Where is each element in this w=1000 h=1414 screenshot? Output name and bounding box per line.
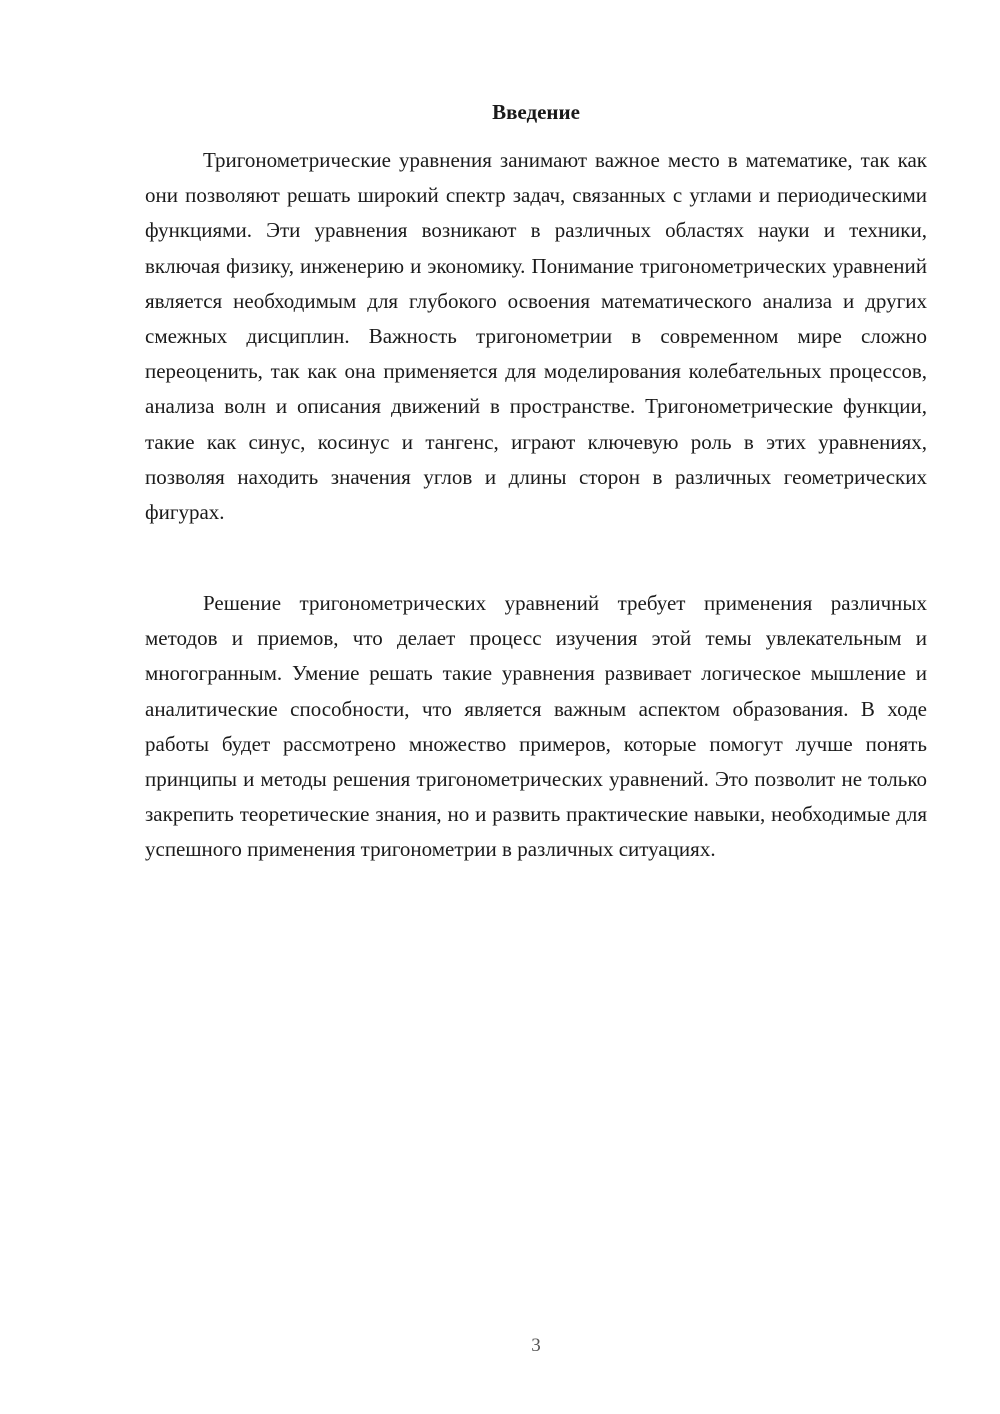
paragraph-1: Тригонометрические уравнения занимают важное место в математике, так как они позволяют решать широкий спектр задач, связанных с углами и периодическими функциями. Эти уравнения возникают в различных областях науки и техники, включая физику, инженерию и экономику. Понимание тригонометрических уравнений является необходимым для глубокого освоения математического анализа и других смежных дисциплин. Важность тригонометрии в современном мире сложно переоценить, так как она применяется для моделирования колебательных процессов, анализа волн и описания движений в пространстве. Тригонометрические функции, такие как синус, косинус и тангенс, играют ключевую роль в этих уравнениях, позволяя находить значения углов и длины сторон в различных геометрических фигурах. bbox=[145, 148, 927, 525]
page-number: 3 bbox=[531, 1335, 541, 1356]
paragraph-2: Решение тригонометрических уравнений требует применения различных методов и приемов, что делает процесс изучения этой темы увлекательным и многогранным. Умение решать такие уравнения развивает логическое мышление и аналитические способности, что является важным аспектом образования. В ходе работы будет рассмотрено множество примеров, которые помогут лучше понять принципы и методы решения тригонометрических уравнений. Это позволит не только закрепить теоретические знания, но и развить практические навыки, необходимые для успешного применения тригонометрии в различных ситуациях. bbox=[145, 591, 927, 862]
section-heading: Введение bbox=[492, 100, 580, 124]
